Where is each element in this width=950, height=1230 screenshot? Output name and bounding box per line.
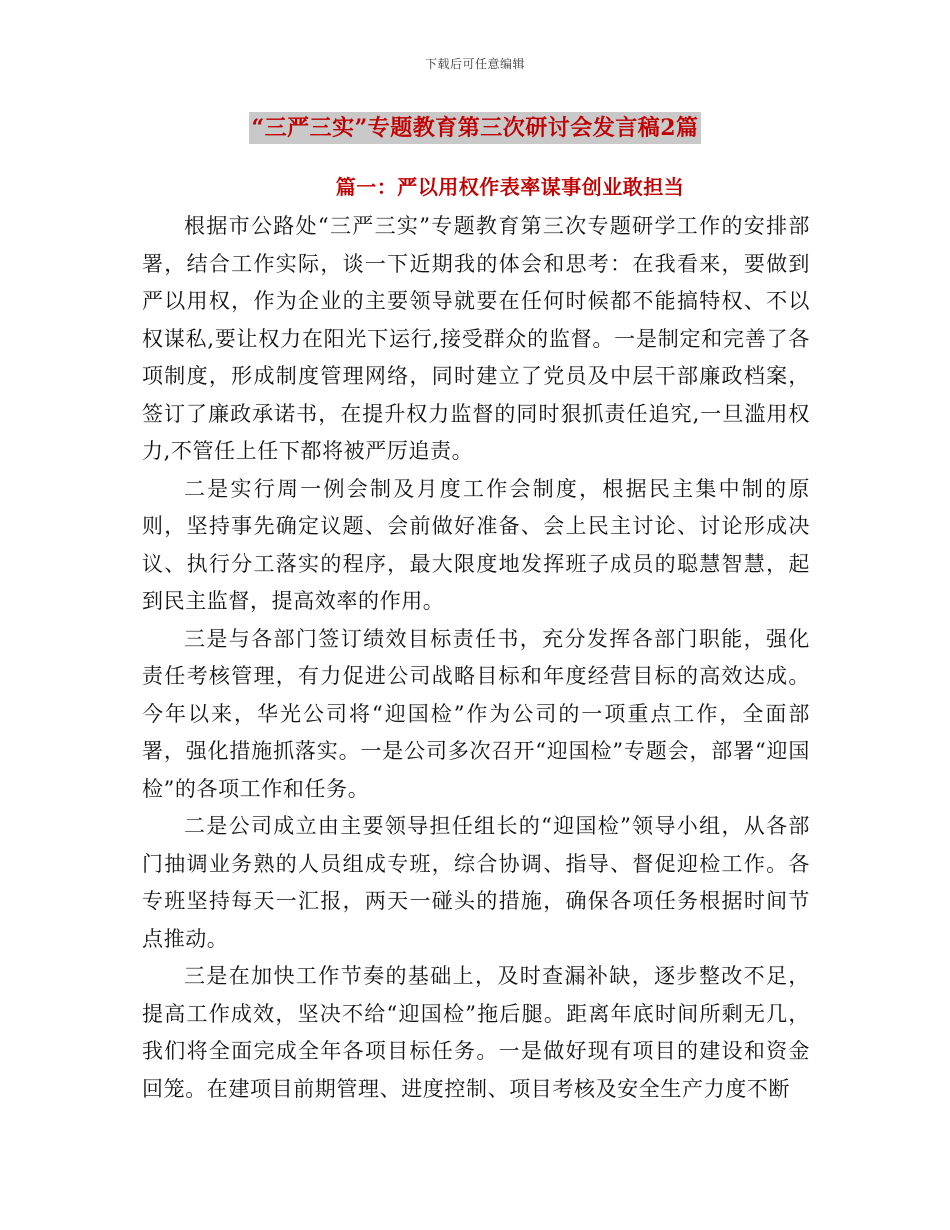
- header-note: 下载后可任意编辑: [424, 57, 525, 71]
- paragraph-4: 二是公司成立由主要领导担任组长的“迎国检”领导小组，从各部门抽调业务熟的人员组成专班，综合协调、指导、督促迎检工作。各专班坚持每天一汇报，两天一碰头的措施，确保各项任务根据时间节点推动。: [142, 814, 810, 951]
- paragraph-5: 三是在加快工作节奏的基础上，及时查漏补缺，逐步整改不足，提高工作成效，坚决不给“迎国检”拖后腿。距离年底时间所剩无几，我们将全面完成全年各项目标任务。一是做好现有项目的建设和资金回笼。在建项目前期管理、进度控制、项目考核及安全生产力度不断: [142, 964, 810, 1101]
- document-title: “三严三实”专题教育第三次研讨会发言稿2篇: [249, 112, 700, 144]
- paragraph-1: 根据市公路处“三严三实”专题教育第三次专题研学工作的安排部署，结合工作实际，谈一下近期我的体会和思考：在我看来，要做到严以用权，作为企业的主要领导就要在任何时候都不能搞特权、不以权谋私,要让权力在阳光下运行,接受群众的监督。一是制定和完善了各项制度，形成制度管理网络，同时建立了党员及中层干部廉政档案，签订了廉政承诺书，在提升权力监督的同时狠抓责任追究,一旦滥用权力,不管任上任下都将被严厉追责。: [142, 214, 810, 463]
- paragraph-3: 三是与各部门签订绩效目标责任书，充分发挥各部门职能，强化责任考核管理，有力促进公司战略目标和年度经营目标的高效达成。今年以来，华光公司将“迎国检”作为公司的一项重点工作，全面部署，强化措施抓落实。一是公司多次召开“迎国检”专题会，部署“迎国检”的各项工作和任务。: [142, 626, 810, 801]
- document-body: [142, 208, 810, 1108]
- paragraph-2: 二是实行周一例会制及月度工作会制度，根据民主集中制的原则，坚持事先确定议题、会前做好准备、会上民主讨论、讨论形成决议、执行分工落实的程序，最大限度地发挥班子成员的聪慧智慧，起到民主监督，提高效率的作用。: [142, 476, 810, 613]
- section-title: 篇一：严以用权作表率谋事创业敢担当: [335, 175, 685, 199]
- title-container: [0, 112, 950, 144]
